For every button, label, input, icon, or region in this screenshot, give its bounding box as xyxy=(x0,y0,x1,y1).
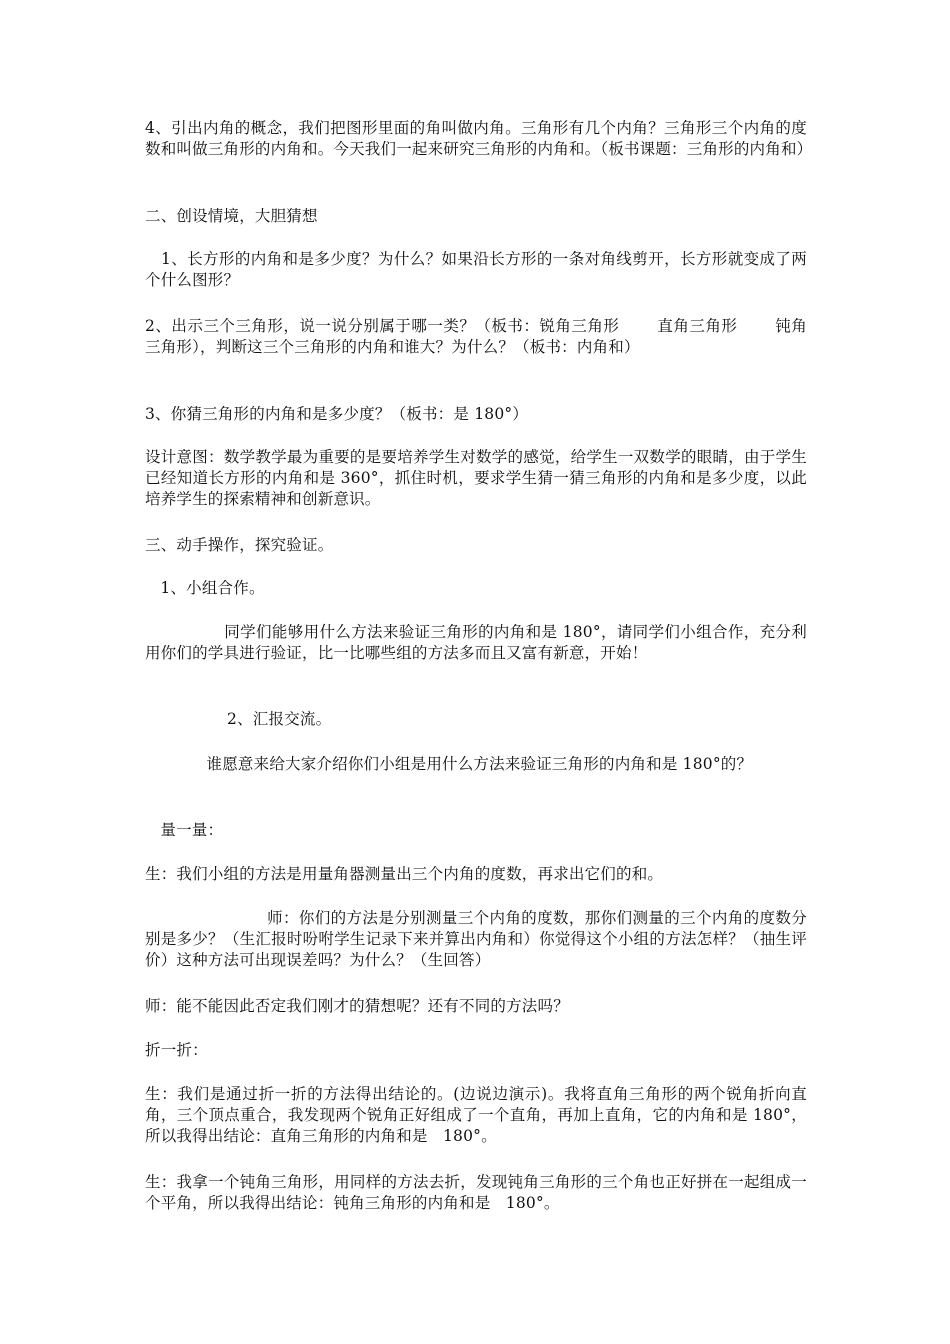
paragraph-design-intent: 设计意图：数学教学最为重要的是要培养学生对数学的感觉，给学生一双数学的眼睛，由于学生已经知道长方形的内角和是 360°，抓住时机，要求学生猜一猜三角形的内角和是多少度，以此培养学生的探索精神和创新意识。 xyxy=(145,448,807,508)
paragraph-interior-angle-concept: 4、引出内角的概念，我们把图形里面的角叫做内角。三角形有几个内角？三角形三个内角的度数和叫做三角形的内角和。今天我们一起来研究三角形的内角和。（板书课题：三角形的内角和） xyxy=(145,119,813,158)
paragraph-verify-methods: 同学们能够用什么方法来验证三角形的内角和是 180°，请同学们小组合作，充分利用你们的学具进行验证，比一比哪些组的方法多而且又富有新意，开始！ xyxy=(145,623,807,662)
heading-fold: 折一折： xyxy=(145,1041,208,1059)
heading-section-two: 二、创设情境，大胆猜想 xyxy=(145,207,318,225)
paragraph-guess-angle-sum: 3、你猜三角形的内角和是多少度？（板书：是 180°） xyxy=(145,405,529,423)
paragraph-student-measure: 生：我们小组的方法是用量角器测量出三个内角的度数，再求出它们的和。 xyxy=(145,865,664,883)
heading-measure: 量一量： xyxy=(145,821,224,839)
paragraph-three-triangles: 2、出示三个三角形，说一说分别属于哪一类？（板书：锐角三角形 直角三角形 钝角三角形），判断这三个三角形的内角和谁大？为什么？（板书：内角和） xyxy=(145,317,807,356)
paragraph-rectangle-question: 1、长方形的内角和是多少度？为什么？如果沿长方形的一条对角线剪开，长方形就变成了两个什么图形？ xyxy=(145,250,807,289)
heading-report-exchange: 2、汇报交流。 xyxy=(145,710,332,728)
paragraph-teacher-question: 师：能不能因此否定我们刚才的猜想呢？还有不同的方法吗？ xyxy=(145,997,569,1015)
heading-group-cooperation: 1、小组合作。 xyxy=(145,579,265,597)
paragraph-student-fold-obtuse: 生：我拿一个钝角三角形，用同样的方法去折，发现钝角三角形的三个角也正好拼在一起组成一个平角，所以我得出结论：钝角三角形的内角和是 180°。 xyxy=(145,1173,807,1212)
heading-section-three: 三、动手操作，探究验证。 xyxy=(145,536,334,554)
paragraph-teacher-measure: 师：你们的方法是分别测量三个内角的度数，那你们测量的三个内角的度数分别是多少？（生汇报时吩咐学生记录下来并算出内角和）你觉得这个小组的方法怎样？（抽生评价）这种方法可出现误差吗？为什么？（生回答） xyxy=(145,909,807,969)
paragraph-who-presents: 谁愿意来给大家介绍你们小组是用什么方法来验证三角形的内角和是 180°的？ xyxy=(145,755,753,773)
paragraph-student-fold-right: 生：我们是通过折一折的方法得出结论的。(边说边演示)。我将直角三角形的两个锐角折向直角，三个顶点重合，我发现两个锐角正好组成了一个直角，再加上直角，它的内角和是 180°，所以我得出结论：直角三角形的内角和是 180°。 xyxy=(145,1085,807,1145)
